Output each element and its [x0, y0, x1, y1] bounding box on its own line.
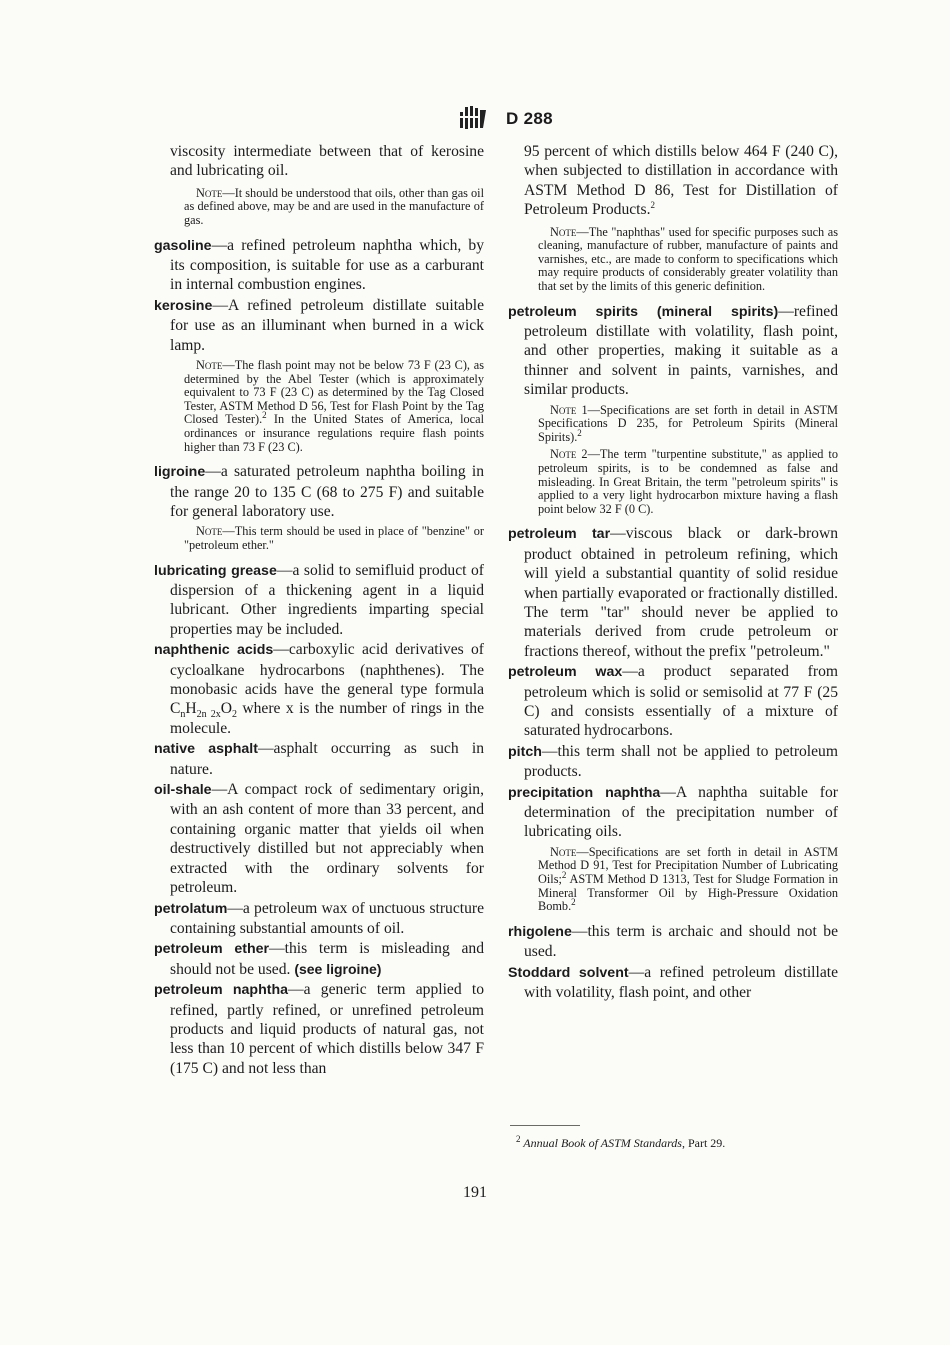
right-column	[508, 142, 838, 1003]
ligroine-note: Note—This term should be used in place of "benzine" or "petroleum ether."	[184, 524, 484, 552]
footnote: $^2$ Annual Book of ASTM Standards, Part 29.	[516, 1134, 726, 1150]
definition-petroleum-ether: petroleum ether—this term is misleading and should not be used. (see ligroine)	[154, 940, 484, 978]
kerosine-note: Note—The flash point may not be below 73 F (23 C), as determined by the Abel Tester (which is approximately equivalent to 73 F (23 C) as determined by the Tag Closed Tester, ASTM Method D 56, Test for Flash Point by the Tag Closed Tester).$^2$ In the United States of America, local ordinances or insurance regulations require flash points higher than 73 F (23 C).	[184, 358, 484, 454]
intro-note: Note—It should be understood that oils, other than gas oil as defined above, may be and are used in the manufacture of gas.	[184, 185, 485, 227]
standard-designation: D 288	[506, 109, 553, 128]
definition-oil-shale: oil-shale—A compact rock of sedimentary origin, with an ash content of more than 33 percent, and containing organic matter that yields oil when destructively distilled but not appreciably when extracted with the ordinary solvents for petroleum.	[154, 781, 484, 897]
definition-kerosine: kerosine—A refined petroleum distillate suitable for use as an illuminant when burned in a wick lamp.	[154, 296, 484, 354]
definition-petroleum-spirits: petroleum spirits (mineral spirits)—refined petroleum distillate with volatility, flash point, and other properties, making it suitable as a thinner and solvent in paints, varnishes, and similar products.	[508, 302, 838, 399]
definition-petrolatum: petrolatum—a petroleum wax of unctuous structure containing substantial amounts of oil.	[154, 899, 484, 937]
left-column	[154, 142, 484, 1079]
definition-ligroine: ligroine—a saturated petroleum naphtha boiling in the range 20 to 135 C (68 to 275 F) and suitable for general laboratory use.	[154, 463, 484, 520]
definition-petroleum-wax: petroleum wax—a product separated from petroleum which is solid or semisolid at 77 F (25 C) and consists essentially of a mixture of saturated hydrocarbons.	[508, 663, 838, 740]
precipitation-note: Note—Specifications are set forth in detail in ASTM Method D 91, Test for Precipitation Number of Lubricating Oils;$^2$ ASTM Method D 1313, Test for Sludge Formation in Mineral Transformer Oil by High-Pressure Oxidation Bomb.$^2$	[538, 844, 838, 914]
page-header	[0, 104, 950, 134]
definition-rhigolene: rhigolene—this term is archaic and should not be used.	[508, 922, 838, 961]
definition-precipitation-naphtha: precipitation naphtha—A naphtha suitable for determination of the precipitation number of lubricating oils.	[508, 783, 838, 841]
footnote-divider	[510, 1125, 580, 1126]
definition-native-asphalt: native asphalt—asphalt occurring as such in nature.	[154, 740, 484, 778]
naphtha-note: Note—The "naphthas" used for specific purposes such as cleaning, manufacture of rubber, manufacture of paints and varnishes, etc., are made to conform to specifications which may require products of considerably greater volatility than that set by the limits of this generic definition.	[538, 224, 838, 293]
definition-gasoline: gasoline—a refined petroleum naphtha which, by its composition, is suitable for use as a carburant in internal combustion engines.	[154, 236, 484, 294]
spirits-note-1: Note 1—Specifications are set forth in detail in ASTM Specifications D 235, for Petroleum Spirits (Mineral Spirits).$^2$	[538, 402, 838, 444]
definition-stoddard-solvent: Stoddard solvent—a refined petroleum distillate with volatility, flash point, and other	[508, 963, 838, 1002]
definition-petroleum-naphtha: petroleum naphtha—a generic term applied to refined, partly refined, or unrefined petroleum products and liquid products of natural gas, not less than 10 percent of which distills below 347 F (175 C) and not less than	[154, 981, 484, 1077]
definition-naphthenic-acids: naphthenic acids—carboxylic acid derivatives of cycloalkane hydrocarbons (naphthenes). The monobasic acids have the general type formula $C_nH_{2n 2x}O_2$ where x is the number of rings in the molecule.	[154, 641, 484, 737]
astm-logo-icon	[457, 104, 489, 132]
page-number: 191	[463, 1184, 487, 1201]
definition-pitch: pitch—this term shall not be applied to petroleum products.	[508, 742, 838, 781]
definition-lubricating-grease: lubricating grease—a solid to semifluid product of dispersion of a thickening agent in a liquid lubricant. Other ingredients imparting special properties may be included.	[154, 561, 484, 638]
spirits-note-2: Note 2—The term "turpentine substitute," as applied to petroleum spirits, is to be condemned as false and misleading. In Great Britain, the term "petroleum spirits" is applied to a very light hydrocarbon mixture having a flash point below 32 F (0 C).	[538, 447, 838, 516]
definition-petroleum-tar: petroleum tar—viscous black or dark-brown product obtained in petroleum refining, which will yield a substantial quantity of solid residue when partially evaporated or fractionally distilled. The term "tar" should never be applied to materials derived from crude petroleum or fractions thereof, without the prefix "petroleum."	[508, 525, 838, 660]
intro-paragraph: viscosity intermediate between that of kerosine and lubricating oil.	[170, 143, 484, 180]
naphtha-continuation: 95 percent of which distills below 464 F (240 C), when subjected to distillation in accordance with ASTM Method D 86, Test for Distillation of Petroleum Products.$^2$	[524, 143, 838, 219]
